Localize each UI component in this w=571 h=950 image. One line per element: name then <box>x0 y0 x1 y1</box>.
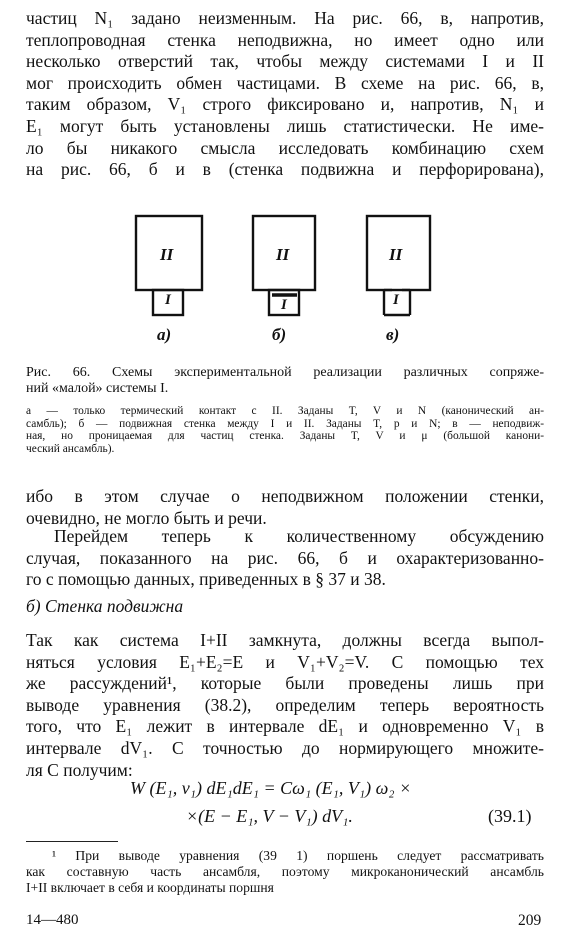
equation-line-1: W (E₁, v₁) dE₁dE₁ = Cω₁ (E₁, V₁) ω₂ × <box>130 778 412 798</box>
panel-label-b: б) <box>272 325 287 344</box>
paragraph-next <box>26 526 544 591</box>
text-line: случая, показанного на рис. 66, б и охарактеризованно- <box>26 547 544 568</box>
legend-line: ная, но проницаемая для частиц стенка. Заданы T, V и μ (большой канони- <box>26 430 544 443</box>
figure-caption <box>26 365 544 397</box>
footnote-line: I+II включает в себя и координаты поршня <box>26 880 274 895</box>
footnote-line: ¹ При выводе уравнения (39 1) поршень следует рассматривать <box>52 848 544 863</box>
label-system-i-a: I <box>165 292 171 308</box>
text-line: частиц N₁ задано неизменным. На рис. 66, в, напротив, <box>26 8 544 28</box>
panel-label-c: в) <box>386 325 400 344</box>
label-system-ii-a: II <box>160 245 174 264</box>
label-system-i-c: I <box>393 292 399 308</box>
footnote <box>26 848 544 896</box>
figure-66 <box>0 200 571 360</box>
text-line: го с помощью данных, приведенных в § 37 и 38. <box>26 569 386 590</box>
footnote-line: как составную часть ансамбля, поэтому микроканонический ансамбль <box>26 864 544 879</box>
legend-line: ческий ансамбль). <box>26 442 115 455</box>
text-line: ибо в этом случае о неподвижном положении стенки, <box>26 486 544 506</box>
printer-signature: 14—480 <box>26 912 79 928</box>
equation-line-2: ×(E − E₁, V − V₁) dV₁. <box>186 806 353 826</box>
label-system-ii-c: II <box>389 245 403 264</box>
text-line: мог происходить обмен частицами. В схеме на рис. 66, в, <box>26 72 544 93</box>
label-system-i-b: I <box>281 297 287 313</box>
paragraph-top <box>26 8 544 181</box>
text-line: Перейдем теперь к количественному обсуждению <box>54 526 544 546</box>
equation-number: (39.1) <box>488 806 532 826</box>
text-line: ло бы никакого смысла исследовать комбинацию схем <box>26 137 544 158</box>
text-line: ля C получим: <box>26 759 133 780</box>
caption-line: ний «малой» системы I. <box>26 381 169 396</box>
text-line: интервале dV₁. С точностью до нормирующего множите- <box>26 737 544 758</box>
text-line: таким образом, V₁ строго фиксировано и, напротив, N₁ и <box>26 94 544 115</box>
panel-label-a: a) <box>157 325 172 344</box>
section-subheading: б) Стенка подвижна <box>26 596 184 616</box>
text-line: на рис. 66, б и в (стенка подвижна и перфорирована), <box>26 159 544 180</box>
footnote-rule <box>26 841 118 842</box>
text-line: несколько отверстий так, чтобы между системами I и II <box>26 51 544 72</box>
text-line: же рассуждений¹, которые были проведены лишь при <box>26 673 544 694</box>
text-line: выводе уравнения (38.2), определим теперь вероятность <box>26 694 544 715</box>
page-number: 209 <box>518 912 542 929</box>
figure-legend <box>26 405 544 455</box>
legend-line: а — только термический контакт с II. Заданы T, V и N (канонический ан- <box>26 405 544 417</box>
caption-line: Рис. 66. Схемы экспериментальной реализации различных сопряже- <box>26 365 544 380</box>
paragraph-mid <box>26 486 544 529</box>
text-line: E₁ могут быть установлены лишь статистически. Не име- <box>26 115 544 136</box>
label-system-ii-b: II <box>276 245 290 264</box>
text-line: няться условия E₁+E₂=E и V₁+V₂=V. С помощью тех <box>26 651 544 672</box>
paragraph-main <box>26 630 544 781</box>
legend-line: самбль); б — подвижная стенка между I и II. Заданы T, p и N; в — неподвиж- <box>26 417 544 430</box>
text-line: Так как система I+II замкнута, должны всегда выпол- <box>26 630 544 650</box>
text-line: того, что E₁ лежит в интервале dE₁ и одновременно V₁ в <box>26 716 544 737</box>
text-line: очевидно, не могло быть и речи. <box>26 507 267 528</box>
text-line: теплопроводная стенка неподвижна, но имеет одно или <box>26 29 544 50</box>
